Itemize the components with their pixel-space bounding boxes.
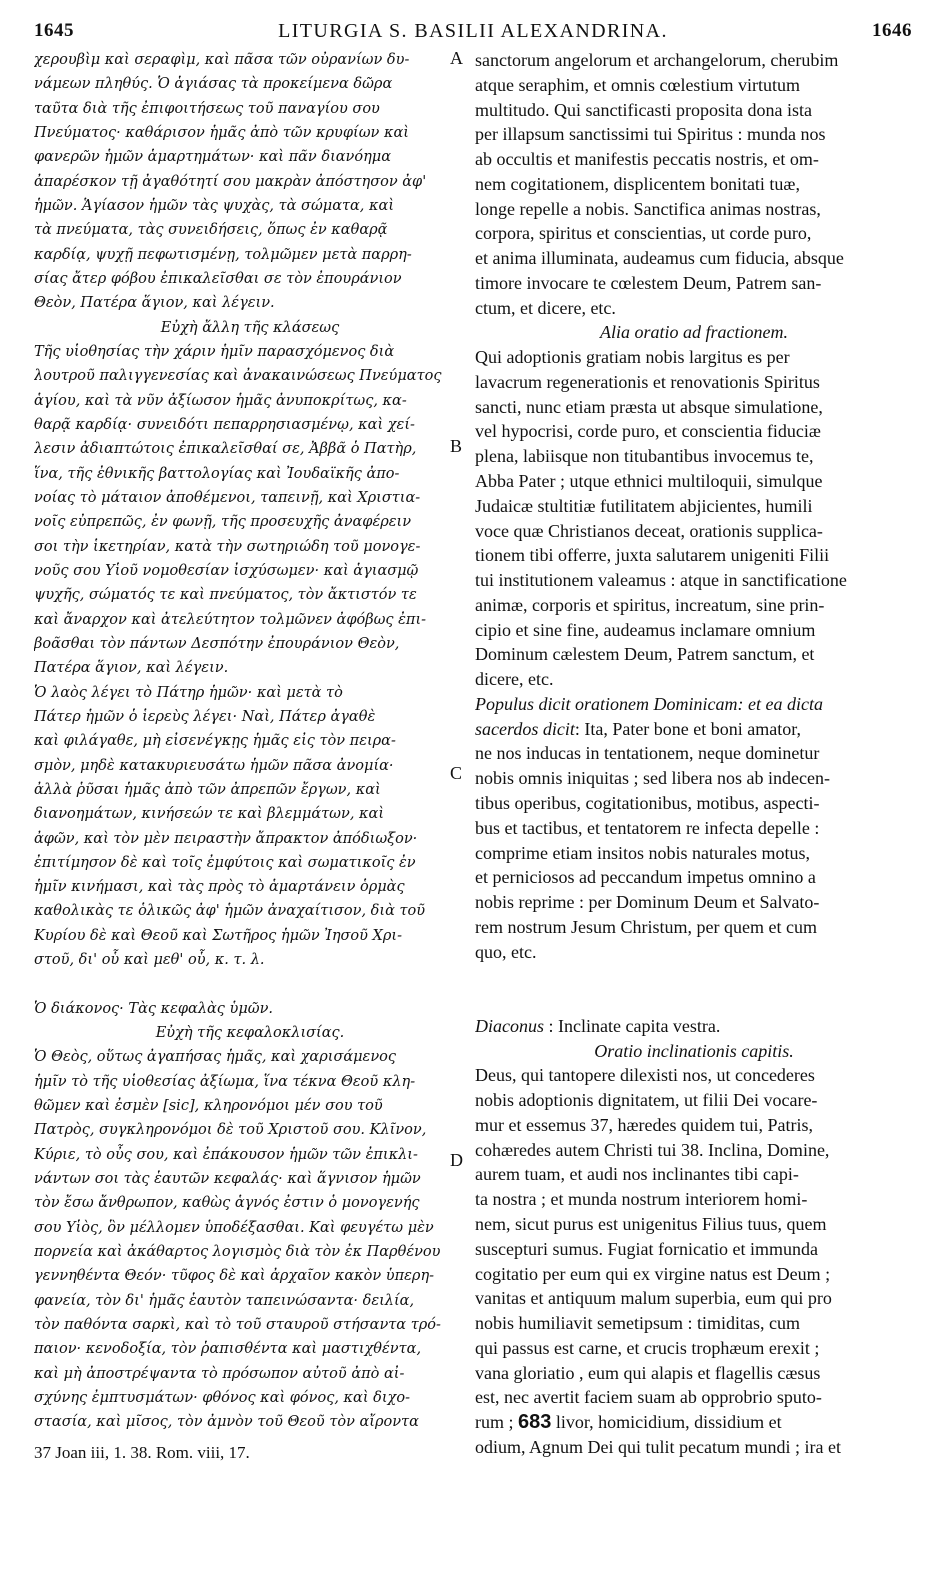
latin-text-line: aurem tuam, et audi nos inclinantes tibi capi- bbox=[475, 1164, 799, 1185]
greek-text-line: νοίας τὸ μάταιον ἀποθέμενοι, ταπεινῇ, καὶ Χριστια- bbox=[34, 489, 421, 506]
latin-text-line: voce quæ Christianos deceat, orationis supplica- bbox=[475, 520, 823, 541]
greek-block-2 bbox=[34, 340, 466, 681]
greek-text-line: Τῆς υἱοθησίας τὴν χάριν ἡμῖν παρασχόμενος διὰ bbox=[34, 343, 395, 360]
latin-spacer-2 bbox=[475, 989, 913, 1014]
greek-block-4 bbox=[34, 1045, 466, 1434]
latin-text-line: corpora, spiritus et conscientias, ut corde puro, bbox=[475, 223, 812, 244]
latin-text-line: Judaicæ stultitiæ futilitatem abjicientes, humili bbox=[475, 495, 813, 516]
deacon-cont: : Inclinate capita vestra. bbox=[544, 1015, 721, 1036]
latin-text-line: vanitas et antiquum malum superbia, eum qui pro bbox=[475, 1288, 832, 1309]
latin-column bbox=[475, 48, 913, 1460]
rubric-populus: Populus dicit orationem Dominicam bbox=[475, 693, 738, 714]
greek-column bbox=[34, 48, 466, 1435]
greek-text-line: ἡμῖν κινήμασι, καὶ τὰς πρὸς τὸ ἁμαρτάνειν ὁρμὰς bbox=[34, 879, 405, 896]
latin-text-line: Deus, qui tantopere dilexisti nos, ut concederes bbox=[475, 1065, 815, 1086]
greek-text-line: διανοημάτων, κινήσεών τε καὶ βλεμμάτων, καὶ bbox=[34, 806, 385, 823]
latin-text-line: vana gloriatio , eum qui alapis et flagellis cæsus bbox=[475, 1362, 821, 1383]
greek-text-line: Κυρίου δὲ καὶ Θεοῦ καὶ Σωτῆρος ἡμῶν Ἰησοῦ Χρι- bbox=[34, 927, 402, 944]
greek-text-line: ἡμῶν. Ἁγίασον ἡμῶν τὰς ψυχὰς, τὰ σώματα, καὶ bbox=[34, 197, 395, 214]
latin-text-line: rem nostrum Jesum Christum, per quem et cum bbox=[475, 916, 817, 937]
latin-text-line: et anima illuminata, audeamus cum fiducia, absque bbox=[475, 248, 844, 269]
greek-text-line: λεσιν ἀδιαπτώτοις ἐπικαλεῖσθαί σε, Ἀββᾶ ὁ Πατὴρ, bbox=[34, 441, 417, 458]
greek-text-line: σχύνης ἐμπτυσμάτων· φθόνος καὶ φόνος, καὶ διχο- bbox=[34, 1390, 410, 1407]
latin-block-4 bbox=[475, 1063, 913, 1410]
latin-text-line: lavacrum regenerationis et renovationis Spiritus bbox=[475, 371, 820, 392]
latin-text-line: cipio et sine fine, audeamus inclamare omnium bbox=[475, 619, 816, 640]
greek-text-line: ψυχῆς, σώματός τε καὶ πνεύματος, τὸν ἄκτιστόν τε bbox=[34, 587, 417, 604]
latin-rubric-line-2 bbox=[475, 717, 913, 742]
greek-text-line: Πνεύματος· καθάρισον ἡμᾶς ἀπὸ τῶν κρυφίων καὶ bbox=[34, 124, 409, 141]
greek-text-line: νάμεων πληθύς. Ὁ ἁγιάσας τὰ προκείμενα δῶρα bbox=[34, 76, 393, 93]
latin-text-line: Qui adoptionis gratiam nobis largitus es per bbox=[475, 347, 790, 368]
greek-text-line: νοῖς εὐπρεπῶς, ἐν φωνῇ, τῆς προσευχῆς ἀναφέρειν bbox=[34, 514, 412, 531]
line-683-start: rum ; bbox=[475, 1412, 514, 1433]
greek-text-line: ἀλλὰ ῥῦσαι ἡμᾶς ἀπὸ τῶν ἀπρεπῶν ἔργων, καὶ bbox=[34, 781, 381, 798]
latin-text-line: tionem tibi offerre, juxta salutarem unigeniti Filii bbox=[475, 545, 830, 566]
footnotes: 37 Joan iii, 1. 38. Rom. viii, 17. bbox=[34, 1443, 250, 1462]
greek-text-line: πορνεία καὶ ἀκάθαρτος λογισμὸς διὰ τὸν ἐκ Παρθένου bbox=[34, 1244, 441, 1261]
latin-text-line: ab occultis et manifestis peccatis nostris, et om- bbox=[475, 149, 819, 170]
margin-letter-c: C bbox=[450, 763, 463, 783]
greek-text-line: νάντων σοι τὰς ἑαυτῶν κεφαλάς· καὶ ἅγνισον ἡμῶν bbox=[34, 1171, 421, 1188]
greek-text-line: ἡμῖν τὸ τῆς υἱοθεσίας ἀξίωμα, ἵνα τέκνα Θεοῦ κλη- bbox=[34, 1073, 416, 1090]
greek-text-line: Πατέρα ἅγιον, καὶ λέγειν. bbox=[34, 660, 229, 677]
left-page-number: 1645 bbox=[34, 20, 74, 41]
latin-text-line: et perniciosos ad peccandum impetus omnino a bbox=[475, 867, 816, 888]
deacon-word: Diaconus bbox=[475, 1015, 544, 1036]
greek-text-line: ἀπαρέσκον τῇ ἀγαθότητί σου μακρὰν ἀπόστησον ἀφ' bbox=[34, 173, 427, 190]
greek-text-line: στασία, καὶ μῖσος, τὸν ἀμνὸν τοῦ Θεοῦ τὸν αἴροντα bbox=[34, 1414, 419, 1431]
greek-text-line: Ὁ Θεὸς, οὕτως ἀγαπήσας ἡμᾶς, καὶ χαρισάμενος bbox=[34, 1049, 396, 1066]
greek-text-line: ἵνα, τῆς ἐθνικῆς βαττολογίας καὶ Ἰουδαϊκῆς ἀπο- bbox=[34, 465, 400, 482]
latin-text-line: nem, sicut purus est unigenitus Filius tuus, quem bbox=[475, 1213, 827, 1234]
right-page-number: 1646 bbox=[872, 20, 912, 41]
margin-letter-a: A bbox=[450, 48, 463, 68]
greek-text-line: ἁγίου, καὶ τὰ νῦν ἀξίωσον ἡμᾶς ἀνυποκρίτως, κα- bbox=[34, 392, 407, 409]
greek-text-line: νοῦς σου Υἱοῦ νομοθεσίαν ἰσχύσωμεν· καὶ ἁγιασμῷ bbox=[34, 562, 419, 579]
greek-block-3 bbox=[34, 681, 466, 973]
latin-deacon-line bbox=[475, 1014, 913, 1039]
latin-text-line: cogitatio per eum qui ex virgine natus est Deum ; bbox=[475, 1263, 831, 1284]
greek-text-line: σμὸν, μηδὲ κατακυριευσάτω ἡμῶν πᾶσα ἀνομία· bbox=[34, 757, 394, 774]
column-number-683: 683 bbox=[518, 1411, 552, 1434]
latin-text-line: mur et essemus 37, hæredes quidem tui, Patris, bbox=[475, 1114, 813, 1135]
greek-text-line: βοᾶσθαι τὸν πάντων Δεσπότην ἐπουράνιον Θεὸν, bbox=[34, 635, 400, 652]
latin-line-683 bbox=[475, 1410, 913, 1435]
latin-text-line: nobis adoptionis dignitatem, ut filii Dei vocare- bbox=[475, 1090, 818, 1111]
latin-rubric-line-1 bbox=[475, 692, 913, 717]
latin-text-line: nem cogitationem, displicentem bonitati tuæ, bbox=[475, 173, 800, 194]
greek-text-line: σου Υἱὸς, ὃν μέλλομεν ὑποδέξασθαι. Καὶ φευγέτω μὲν bbox=[34, 1219, 434, 1236]
latin-text-line: dicere, etc. bbox=[475, 669, 554, 690]
greek-text-line: θαρᾷ καρδίᾳ· συνειδότι πεπαρρησιασμένῳ, καὶ χεί- bbox=[34, 416, 415, 433]
greek-text-line: σίας ἄτερ φόβου ἐπικαλεῖσθαι σε τὸν ἐπουράνιον bbox=[34, 270, 402, 287]
greek-text-line: Θεὸν, Πατέρα ἅγιον, καὶ λέγειν. bbox=[34, 295, 275, 312]
greek-text-line: τὸν παθόντα σαρκὶ, καὶ τὸ τοῦ σταυροῦ στήσαντα τρό- bbox=[34, 1317, 441, 1334]
greek-text-line: θῶμεν καὶ ἐσμὲν [sic], κληρονόμοι μέν σου τοῦ bbox=[34, 1098, 383, 1115]
greek-text-line: σοι τὴν ἱκετηρίαν, κατὰ τὴν σωτηριώδη τοῦ μονογε- bbox=[34, 538, 421, 555]
latin-text-line: sanctorum angelorum et archangelorum, cherubim bbox=[475, 50, 839, 70]
latin-last-line: odium, Agnum Dei qui tulit pecatum mundi ; ira et bbox=[475, 1436, 841, 1457]
latin-text-line: animæ, corporis et spiritus, increatum, sine prin- bbox=[475, 594, 825, 615]
latin-heading-fraction bbox=[475, 320, 913, 345]
greek-text-line: Ὁ λαὸς λέγει τὸ Πάτηρ ἡμῶν· καὶ μετὰ τὸ bbox=[34, 684, 343, 701]
greek-text-line: καὶ φιλάγαθε, μὴ εἰσενέγκῃς ἡμᾶς εἰς τὸν πειρα- bbox=[34, 733, 396, 750]
latin-text-line: sancti, nunc etiam præsta ut absque simulatione, bbox=[475, 396, 823, 417]
running-title: LITURGIA S. BASILII ALEXANDRINA. bbox=[278, 20, 668, 42]
latin-text-line: qui passus est carne, et crucis trophæum erexit ; bbox=[475, 1337, 820, 1358]
latin-heading-inclination-text: Oratio inclinationis capitis. bbox=[594, 1040, 794, 1061]
greek-text-line: ἐπιτίμησον δὲ καὶ τοῖς ἐμφύτοις καὶ σωματικοῖς ἐν bbox=[34, 854, 416, 871]
latin-heading-fraction-text: Alia oratio ad fractionem. bbox=[600, 322, 788, 343]
rubric-sacerdos-cont: : Ita, Pater bone et boni amator, bbox=[574, 718, 802, 739]
latin-text-line: Dominum cælestem Deum, Patrem sanctum, et bbox=[475, 644, 815, 665]
latin-text-line: est, nec avertit faciem suam ab opprobrio sputo- bbox=[475, 1387, 822, 1408]
latin-text-line: comprime etiam insitos nobis naturales motus, bbox=[475, 842, 810, 863]
latin-block-1 bbox=[475, 48, 913, 320]
latin-text-line: bus et tactibus, et tentatorem re infecta depelle : bbox=[475, 817, 820, 838]
latin-text-line: nobis omnis iniquitas ; sed libera nos ab indecen- bbox=[475, 768, 830, 789]
page-header bbox=[34, 20, 912, 46]
latin-text-line: suscepturi sumus. Fugiat fornicatio et immunda bbox=[475, 1238, 818, 1259]
latin-text-line: cohæredes autem Christi tui 38. Inclina, Domine, bbox=[475, 1139, 830, 1160]
rubric-populus-cont: : et ea dicta bbox=[737, 693, 823, 714]
greek-text-line: τὸν ἔσω ἄνθρωπον, καθὼς ἁγνός ἐστιν ὁ μονογενής bbox=[34, 1195, 420, 1212]
greek-text-line: καὶ μὴ ἀποστρέψαντα τὸ πρόσωπον αὐτοῦ ἀπὸ αἰ- bbox=[34, 1365, 405, 1382]
greek-text-line: λουτροῦ παλιγγενεσίας καὶ ἀνακαινώσεως Πνεύματος bbox=[34, 368, 442, 385]
latin-text-line: quo, etc. bbox=[475, 941, 537, 962]
latin-text-line: atque seraphim, et omnis cœlestium virtutum bbox=[475, 74, 800, 95]
latin-text-line: timore invocare te cœlestem Deum, Patrem san- bbox=[475, 272, 822, 293]
greek-heading-inclination: Εὐχὴ τῆς κεφαλοκλισίας. bbox=[155, 1025, 345, 1042]
latin-text-line: per illapsum sanctissimi tui Spiritus : munda nos bbox=[475, 124, 826, 145]
greek-block-1 bbox=[34, 48, 466, 316]
latin-text-line: ne nos inducas in tentationem, neque dominetur bbox=[475, 743, 820, 764]
greek-text-line: καρδίᾳ, ψυχῇ πεφωτισμένῃ, τολμῶμεν μετὰ παρρη- bbox=[34, 246, 412, 263]
latin-spacer-1 bbox=[475, 964, 913, 989]
greek-text-line: ἀφῶν, καὶ τὸν μὲν πειραστὴν ἄπρακτον ἀπόδιωξον· bbox=[34, 830, 418, 847]
latin-text-line: multitudo. Qui sanctificasti proposita dona ista bbox=[475, 99, 812, 120]
greek-text-line: τὰ πνεύματα, τὰς συνειδήσεις, ὅπως ἐν καθαρᾷ bbox=[34, 222, 388, 239]
greek-text-line: στοῦ, δι' οὗ καὶ μεθ' οὗ, κ. τ. λ. bbox=[34, 952, 265, 969]
latin-text-line: longe repelle a nobis. Sanctifica animas nostras, bbox=[475, 198, 821, 219]
margin-letter-b: B bbox=[450, 436, 463, 456]
greek-text-line: Πατρὸς, συγκληρονόμοι δὲ τοῦ Χριστοῦ σου. Κλῖνον, bbox=[34, 1122, 427, 1139]
greek-deacon-line: Ὁ διάκονος· Τὰς κεφαλὰς ὑμῶν. bbox=[34, 1000, 274, 1017]
greek-text-line: Κύριε, τὸ οὖς σου, καὶ ἐπάκουσον ἡμῶν τῶν ἐπικλι- bbox=[34, 1146, 418, 1163]
line-683-end: livor, homicidium, dissidium et bbox=[555, 1412, 782, 1433]
latin-text-line: tibus operibus, cogitationibus, motibus, aspecti- bbox=[475, 792, 820, 813]
greek-heading-fraction: Εὐχὴ ἄλλη τῆς κλάσεως bbox=[160, 319, 340, 336]
latin-text-line: plena, labiisque non titubantibus invocemus te, bbox=[475, 446, 814, 467]
margin-letter-d: D bbox=[450, 1150, 463, 1170]
latin-block-2 bbox=[475, 345, 913, 692]
latin-text-line: Abba Pater ; utque ethnici multiloquii, simulque bbox=[475, 471, 823, 492]
latin-text-line: ta nostra ; et munda nostrum interiorem homi- bbox=[475, 1189, 808, 1210]
latin-text-line: nobis humiliavit semetipsum : timiditas, cum bbox=[475, 1313, 800, 1334]
greek-spacer bbox=[34, 972, 466, 996]
latin-heading-inclination bbox=[475, 1039, 913, 1064]
latin-text-line: tui institutionem valeamus : atque in sanctificatione bbox=[475, 570, 847, 591]
greek-text-line: καὶ ἄναρχον καὶ ἀτελεύτητον τολμῶνεν ἀφόβως ἐπι- bbox=[34, 611, 427, 628]
latin-text-line: vel hypocrisi, corde puro, et conscientia fiduciæ bbox=[475, 421, 821, 442]
greek-text-line: χερουβὶμ καὶ σεραφὶμ, καὶ πᾶσα τῶν οὐρανίων δυ- bbox=[34, 52, 410, 68]
latin-text-line: ctum, et dicere, etc. bbox=[475, 297, 616, 318]
greek-text-line: καθολικὰς τε ὁλικῶς ἀφ' ἡμῶν ἀναχαίτισον, διὰ τοῦ bbox=[34, 903, 426, 920]
greek-text-line: Πάτερ ἡμῶν ὁ ἱερεὺς λέγει· Ναὶ, Πάτερ ἀγαθὲ bbox=[34, 708, 376, 725]
greek-text-line: φανερῶν ἡμῶν ἁμαρτημάτων· καὶ πᾶν διανόημα bbox=[34, 149, 391, 166]
latin-block-3 bbox=[475, 741, 913, 964]
greek-text-line: παιον· κενοδοξία, τὸν ῥαπισθέντα καὶ μαστιχθέντα, bbox=[34, 1341, 422, 1358]
greek-text-line: γεννηθέντα Θεόν· τῦφος δὲ καὶ ἀρχαῖον κακὸν ὑπερη- bbox=[34, 1268, 435, 1285]
latin-text-line: nobis reprime : per Dominum Deum et Salvato- bbox=[475, 892, 820, 913]
greek-text-line: φανεία, τὸν δι' ἡμᾶς ἑαυτὸν ταπεινώσαντα· δειλία, bbox=[34, 1292, 415, 1309]
rubric-sacerdos: sacerdos dicit bbox=[475, 718, 575, 739]
greek-text-line: ταῦτα διὰ τῆς ἐπιφοιτήσεως τοῦ παναγίου σου bbox=[34, 100, 380, 117]
